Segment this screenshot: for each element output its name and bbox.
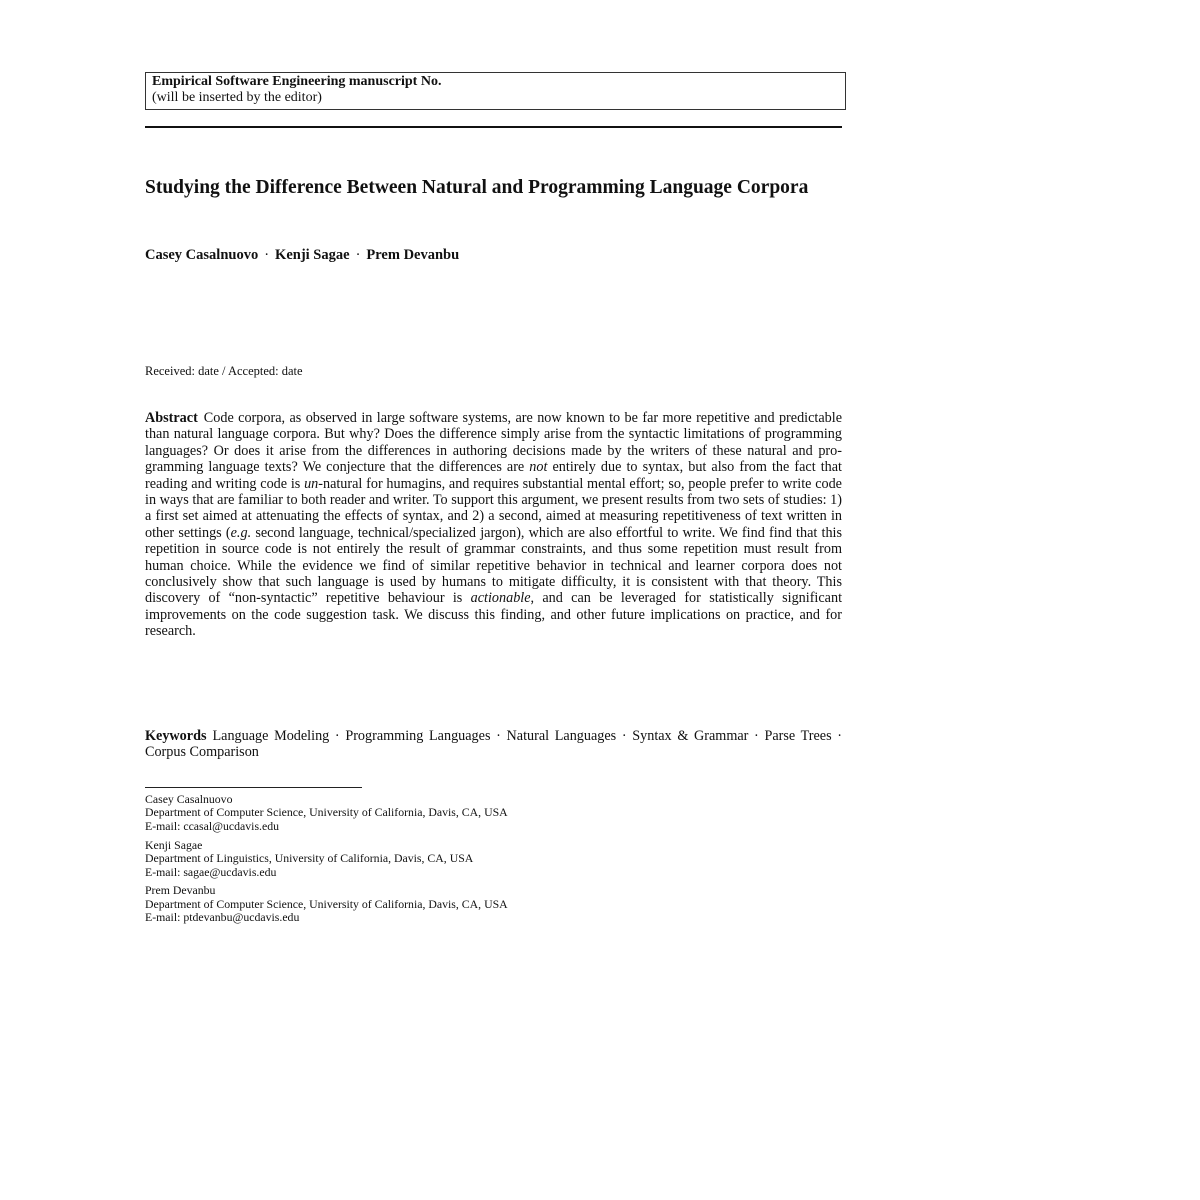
paper-title: Studying the Difference Between Natural and Programming Language Corpora — [145, 177, 809, 198]
affiliation-entry — [145, 839, 842, 879]
author-list — [145, 246, 842, 264]
affiliation-author-name: Prem Devanbu — [145, 883, 216, 898]
journal-name: Empirical Software Engineering manuscript No. — [152, 74, 442, 89]
affiliation-department: Department of Computer Science, University of California, Davis, CA, USA — [145, 896, 508, 911]
affiliation-entry — [145, 793, 842, 833]
header-rule — [145, 126, 842, 128]
author-name: Kenji Sagae — [275, 247, 350, 263]
keywords-label: Keywords — [145, 728, 207, 744]
abstract-paragraph — [145, 410, 842, 640]
affiliation-email: E-mail: sagae@ucdavis.edu — [145, 864, 277, 879]
affiliation-author-name: Kenji Sagae — [145, 837, 203, 852]
author-name: Casey Casalnuovo — [145, 247, 259, 263]
keywords-paragraph — [145, 728, 842, 761]
abstract-emphasis: un — [304, 475, 319, 492]
affiliation-department: Department of Computer Science, University of California, Davis, CA, USA — [145, 805, 508, 820]
author-separator: · — [355, 247, 361, 263]
abstract-text: , and can be leveraged for statistically significant improvements on the code suggestion task. We discuss this finding, and other future implications on practice, and for research. — [145, 590, 843, 640]
abstract-text: second language, technical/specialized jargon), which are also effortful to write. We find find that this repetition in source code is not entirely the result of grammar constraints, and thus some repetition must result from human choice. While the evidence we find of similar repetitive behavior in technical and learner corpora does not conclusively show that such language is used by humans to mitigate difficulty, it is consistent with that theory. This discovery of “non-syntactic” repetitive behaviour is — [145, 524, 842, 607]
editor-note: (will be inserted by the editor) — [152, 90, 322, 105]
footnote-rule — [145, 787, 362, 788]
journal-header-box — [145, 72, 846, 110]
affiliation-email: E-mail: ccasal@ucdavis.edu — [145, 818, 280, 833]
affiliation-entry — [145, 884, 842, 924]
received-date-line: Received: date / Accepted: date — [145, 364, 303, 378]
abstract-emphasis: e.g. — [230, 524, 252, 541]
keywords-text: Language Modeling · Programming Languages · Natural Languages · Syntax & Grammar · Parse Trees · Corpus Comparison — [145, 728, 842, 761]
abstract-emphasis: actionable — [470, 590, 531, 607]
abstract-emphasis: not — [529, 459, 548, 476]
abstract-text: -natural for humagins, and requires substantial mental effort; so, people prefer to write code in ways that are familiar to both reader and writer. To support this argument, we present results from two sets of studies: 1) a first set aimed at attenuating the effects of syntax, and 2) a second, aimed at measuring repetitiveness of text written in other settings ( — [145, 475, 842, 541]
abstract-text: entirely due to syntax, but also from the fact that reading and writing code is — [145, 459, 842, 492]
abstract-label: Abstract — [145, 410, 198, 426]
affiliations-block — [145, 793, 842, 930]
affiliation-author-name: Casey Casalnuovo — [145, 792, 233, 806]
author-name: Prem Devanbu — [366, 247, 460, 263]
abstract-text: Code corpora, as observed in large software systems, are now known to be far more repetitive and predictable than natural language corpora. But why? Does the difference simply arise from the syntactic limitations of programming languages? Or does it arise from the differences in authoring decisions made by the writers of these natural and programming language texts? We conjecture that the differences are — [145, 410, 842, 476]
affiliation-email: E-mail: ptdevanbu@ucdavis.edu — [145, 910, 300, 925]
affiliation-department: Department of Linguistics, University of California, Davis, CA, USA — [145, 851, 474, 866]
author-separator: · — [264, 247, 270, 263]
